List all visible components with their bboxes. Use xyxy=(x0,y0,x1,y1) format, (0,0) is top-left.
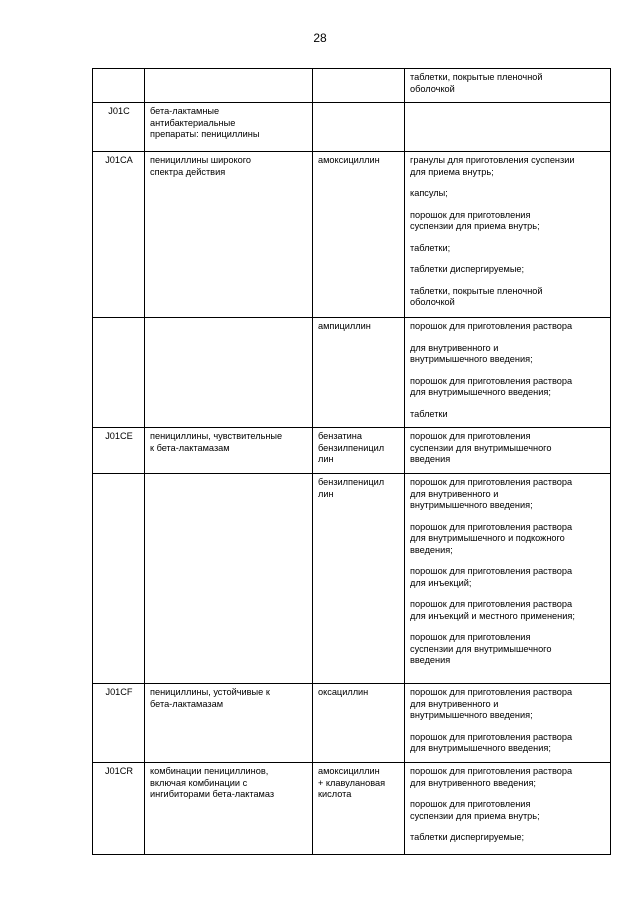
dosage-form: порошок для приготовления раствора для инъекций и местного применения; xyxy=(410,599,575,621)
dosage-form: таблетки, покрытые пленочной оболочкой xyxy=(410,285,543,307)
table-row xyxy=(93,103,611,152)
group-name: комбинации пенициллинов, включая комбинации с ингибиторами бета-лактамаз xyxy=(145,763,313,855)
drug-name: бензатина бензилпеницил лин xyxy=(313,428,405,474)
atc-code xyxy=(93,69,145,103)
dosage-forms xyxy=(405,474,611,684)
table-row xyxy=(93,152,611,318)
atc-code: J01CE xyxy=(93,428,145,474)
dosage-form: капсулы; xyxy=(410,188,448,198)
dosage-forms xyxy=(405,152,611,318)
dosage-form: порошок для приготовления раствора для инъекций; xyxy=(410,566,573,588)
drug-table xyxy=(92,68,611,855)
dosage-forms xyxy=(405,318,611,428)
group-name xyxy=(145,474,313,684)
atc-code: J01CF xyxy=(93,684,145,763)
table-row xyxy=(93,318,611,428)
atc-code: J01CA xyxy=(93,152,145,318)
dosage-form: порошок для приготовления суспензии для приема внутрь; xyxy=(410,209,540,231)
dosage-forms xyxy=(405,684,611,763)
dosage-form: гранулы для приготовления суспензии для приема внутрь; xyxy=(410,155,575,177)
dosage-form: таблетки xyxy=(410,408,448,419)
group-name: пенициллины, устойчивые к бета-лактамазам xyxy=(145,684,313,763)
group-name xyxy=(145,69,313,103)
dosage-form: таблетки; xyxy=(410,242,451,253)
drug-name: амоксициллин xyxy=(313,152,405,318)
table-row xyxy=(93,428,611,474)
dosage-form: таблетки диспергируемые; xyxy=(410,832,525,842)
dosage-form: порошок для приготовления суспензии для приема внутрь; xyxy=(410,799,540,821)
dosage-forms xyxy=(405,69,611,103)
dosage-forms xyxy=(405,763,611,855)
group-name: пенициллины, чувствительные к бета-лактамазам xyxy=(145,428,313,474)
drug-name: ампициллин xyxy=(313,318,405,428)
dosage-form: для внутривенного и внутримышечного введения; xyxy=(410,342,533,364)
drug-name: бензилпеницил лин xyxy=(313,474,405,684)
atc-code: J01C xyxy=(93,103,145,152)
dosage-form: таблетки, покрытые пленочной оболочкой xyxy=(410,72,543,94)
drug-name: амоксициллин + клавулановая кислота xyxy=(313,763,405,855)
group-name: бета-лактамные антибактериальные препараты: пенициллины xyxy=(145,103,313,152)
dosage-form: порошок для приготовления суспензии для внутримышечного введения xyxy=(410,632,552,665)
group-name xyxy=(145,318,313,428)
dosage-form: порошок для приготовления раствора для внутривенного и внутримышечного введения; xyxy=(410,477,573,510)
drug-name xyxy=(313,69,405,103)
drug-name xyxy=(313,103,405,152)
dosage-form: порошок для приготовления раствора для внутримышечного и подкожного введения; xyxy=(410,521,573,555)
dosage-form: таблетки диспергируемые; xyxy=(410,264,525,274)
table-row xyxy=(93,69,611,103)
table-body xyxy=(93,69,611,855)
table-row xyxy=(93,763,611,855)
group-name: пенициллины широкого спектра действия xyxy=(145,152,313,318)
dosage-form: порошок для приготовления раствора для внутримышечного введения; xyxy=(410,375,573,397)
drug-name: оксациллин xyxy=(313,684,405,763)
atc-code xyxy=(93,474,145,684)
atc-code xyxy=(93,318,145,428)
dosage-form: порошок для приготовления раствора xyxy=(410,321,573,331)
table-row xyxy=(93,684,611,763)
dosage-form: порошок для приготовления раствора для внутривенного введения; xyxy=(410,766,573,788)
dosage-form: порошок для приготовления раствора для внутримышечного введения; xyxy=(410,731,573,753)
dosage-forms xyxy=(405,428,611,474)
page-number: 28 xyxy=(313,31,327,45)
dosage-forms xyxy=(405,103,611,152)
dosage-form: порошок для приготовления раствора для внутривенного и внутримышечного введения; xyxy=(410,687,573,720)
atc-code: J01CR xyxy=(93,763,145,855)
table-row xyxy=(93,474,611,684)
dosage-form: порошок для приготовления суспензии для внутримышечного введения xyxy=(410,431,552,464)
